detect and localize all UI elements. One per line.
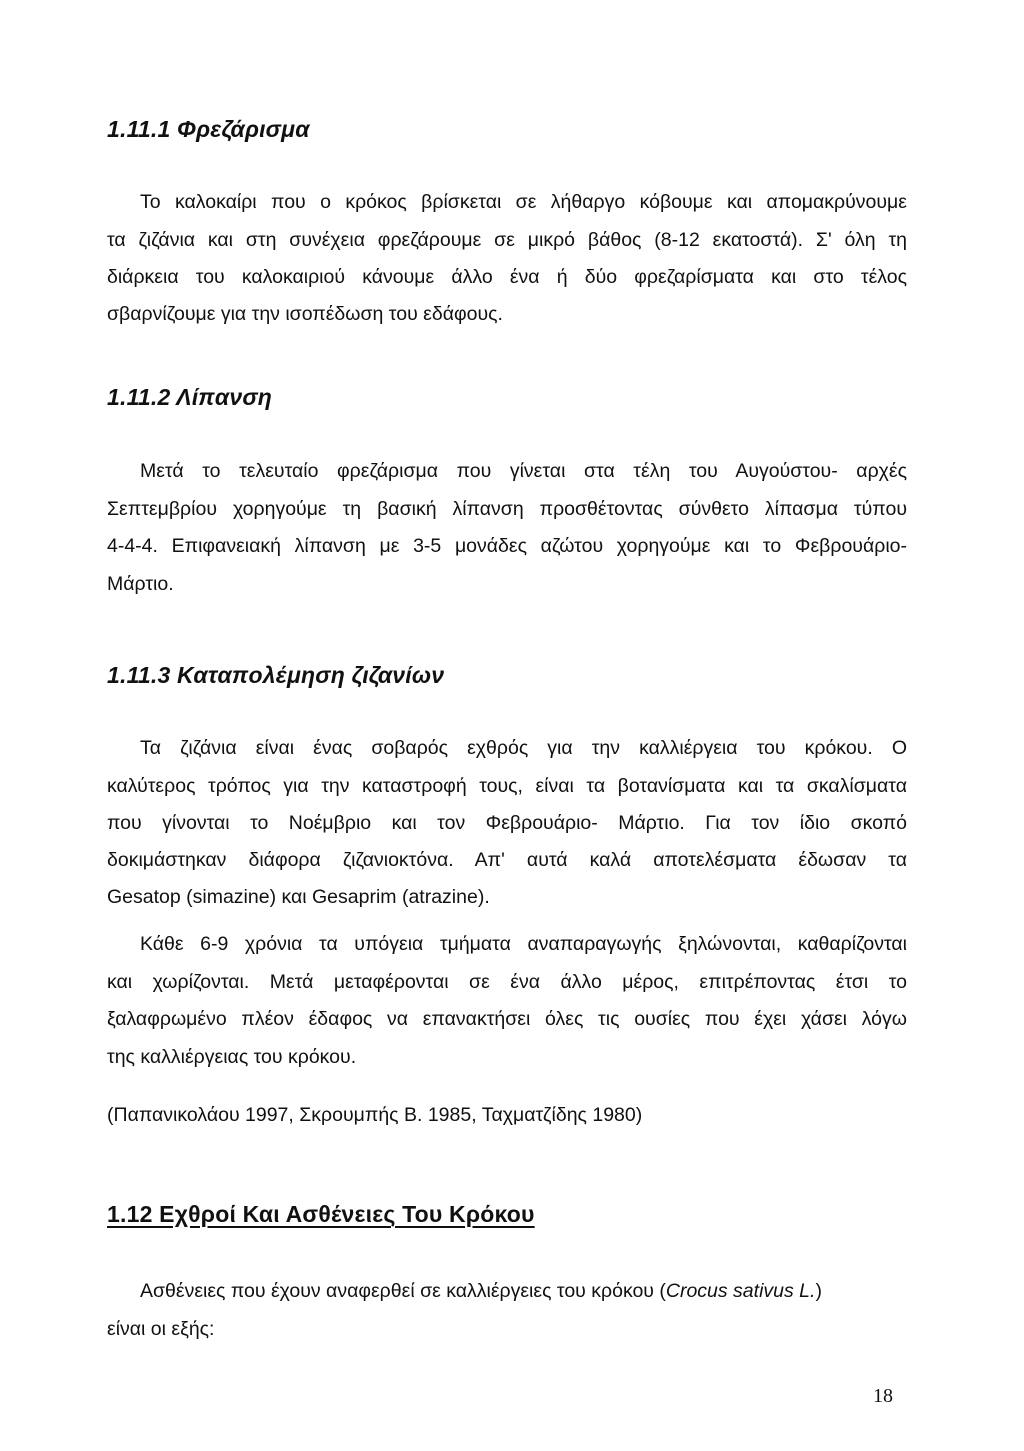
- paragraph-line: Κάθε 6-9 χρόνια τα υπόγεια τμήματα αναπαραγωγής ξηλώνονται, καθαρίζονται: [140, 933, 907, 955]
- paragraph-line: Σεπτεμβρίου χορηγούμε τη βασική λίπανση προσθέτοντας σύνθετο λίπασμα τύπου: [107, 498, 907, 520]
- reference-line: (Παπανικολάου 1997, Σκρουμπής Β. 1985, Ταχματζίδης 1980): [107, 1104, 643, 1126]
- text-segment: ): [815, 1280, 822, 1302]
- paragraph-line: είναι οι εξής:: [107, 1318, 215, 1340]
- paragraph-line: καλύτερος τρόπος για την καταστροφή τους, είναι τα βοτανίσματα και τα σκαλίσματα: [107, 775, 907, 797]
- paragraph-line: της καλλιέργειας του κρόκου.: [107, 1046, 357, 1068]
- species-name: Crocus sativus L.: [665, 1280, 816, 1302]
- page-number: 18: [873, 1385, 893, 1407]
- paragraph-line: Μετά το τελευταίο φρεζάρισμα που γίνεται στα τέλη του Αυγούστου- αρχές: [140, 460, 907, 482]
- heading-1-11-1: 1.11.1 Φρεζάρισμα: [107, 116, 310, 142]
- heading-1-12: 1.12 Εχθροί Και Ασθένειες Του Κρόκου: [107, 1201, 535, 1227]
- paragraph-line: 4-4-4. Επιφανειακή λίπανση με 3-5 μονάδες αζώτου χορηγούμε και το Φεβρουάριο-: [107, 535, 907, 557]
- heading-1-11-2: 1.11.2 Λίπανση: [107, 384, 273, 410]
- paragraph-line: Τα ζιζάνια είναι ένας σοβαρός εχθρός για την καλλιέργεια του κρόκου. Ο: [140, 737, 907, 759]
- paragraph-line: Το καλοκαίρι που ο κρόκος βρίσκεται σε λήθαργο κόβουμε και απομακρύνουμε: [140, 191, 907, 213]
- paragraph-line: Μάρτιο.: [107, 573, 174, 595]
- paragraph-line: διάρκεια του καλοκαιριού κάνουμε άλλο ένα ή δύο φρεζαρίσματα και στο τέλος: [107, 266, 907, 288]
- heading-1-11-3: 1.11.3 Καταπολέμηση ζιζανίων: [107, 662, 445, 688]
- paragraph-line: σβαρνίζουμε για την ισοπέδωση του εδάφους.: [107, 303, 503, 325]
- paragraph-line: και χωρίζονται. Μετά μεταφέρονται σε ένα άλλο μέρος, επιτρέποντας έτσι το: [107, 971, 907, 993]
- text-segment: Ασθένειες που έχουν αναφερθεί σε καλλιέργειες του κρόκου (: [140, 1280, 666, 1302]
- paragraph-line: δοκιμάστηκαν διάφορα ζιζανιοκτόνα. Απ' αυτά καλά αποτελέσματα έδωσαν τα: [107, 849, 907, 871]
- paragraph-line: ξαλαφρωμένο πλέον έδαφος να επανακτήσει όλες τις ουσίες που έχει χάσει λόγω: [107, 1008, 907, 1030]
- paragraph-line: τα ζιζάνια και στη συνέχεια φρεζάρουμε σε μικρό βάθος (8-12 εκατοστά). Σ' όλη τη: [107, 229, 907, 251]
- paragraph-line: Gesatop (simazine) και Gesaprim (atrazine).: [107, 886, 490, 908]
- paragraph-line: που γίνονται το Νοέμβριο και τον Φεβρουάριο- Μάρτιο. Για τον ίδιο σκοπό: [107, 812, 907, 834]
- paragraph-line: [140, 1279, 907, 1303]
